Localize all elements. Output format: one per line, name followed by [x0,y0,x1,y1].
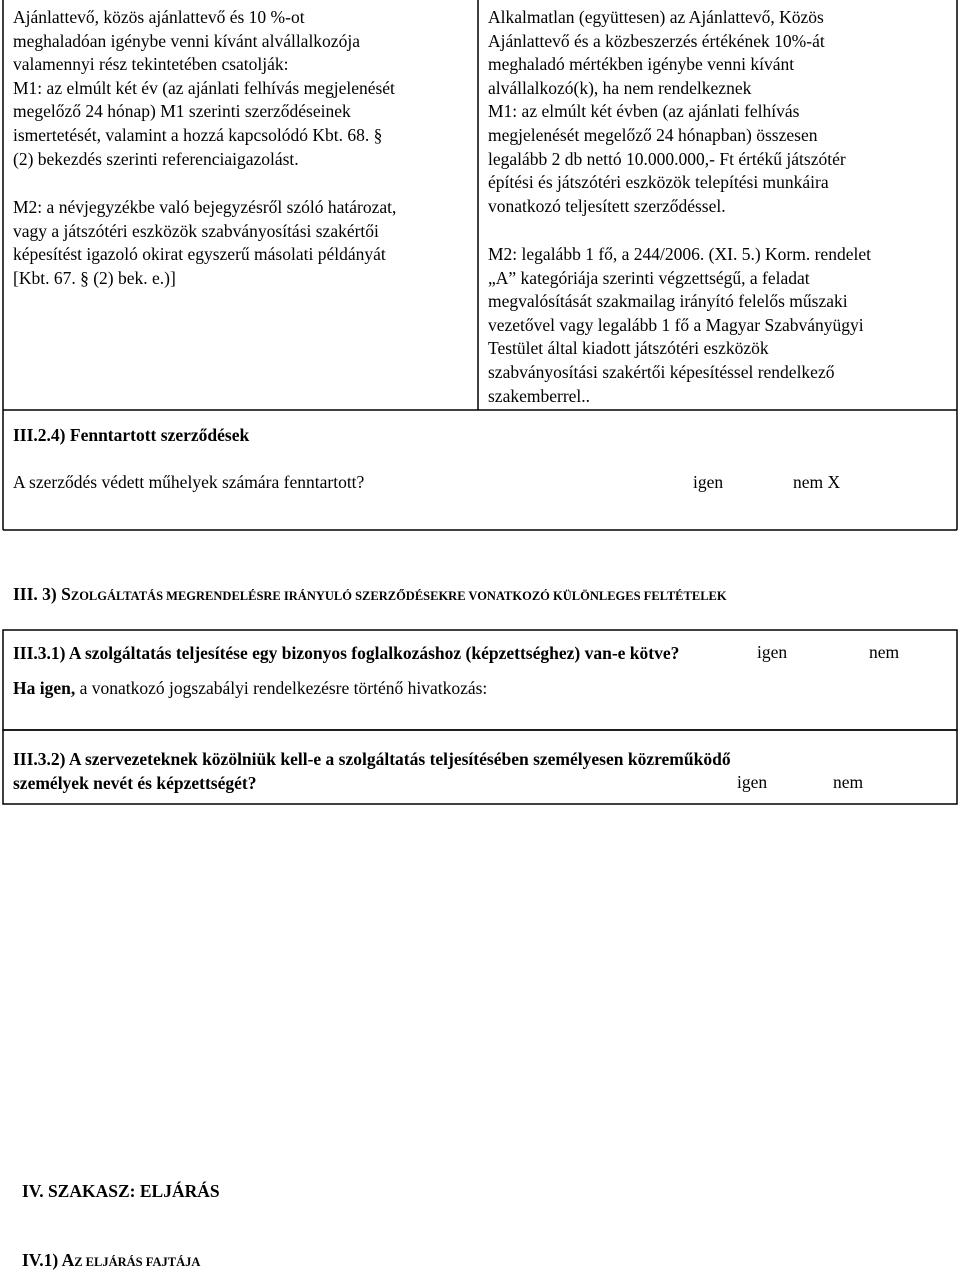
section-3-2-4-heading: III.2.4) Fenntartott szerződések [13,425,250,445]
section-3-3-2-question-line1: III.3.2) A szervezeteknek közölniük kell-e a szolgáltatás teljesítésében személyesen közreműködő [13,749,731,769]
text-line: meghaladó mértékben igénybe venni kívánt [488,54,795,75]
section-number: III. 3) [13,584,62,604]
legal-reference-line [13,677,487,701]
text-line: legalább 2 db nettó 10.000.000,- Ft értékű játszótér [488,148,846,169]
legal-reference-lead: Ha igen, [13,678,76,698]
section-number: IV.1) [22,1250,62,1270]
heading-rest: ZOLGÁLTATÁS MEGRENDELÉSRE IRÁNYULÓ SZERZŐDÉSEKRE VONATKOZÓ KÜLÖNLEGES FELTÉTELEK [70,589,727,603]
left-col-para1 [13,6,469,171]
text-line: alvállalkozó(k), ha nem rendelkeznek [488,77,752,98]
section-4-heading: IV. SZAKASZ: ELJÁRÁS [22,1181,220,1201]
text-line: vonatkozó teljesített szerződéssel. [488,195,726,216]
section-3-3-2-question-line2: személyek nevét és képzettségét? [13,773,257,793]
text-line: M1: az elmúlt két év (az ajánlati felhívás megjelenését [13,77,395,98]
text-line: Testület által kiadott játszótéri eszközök [488,338,769,359]
text-line: M2: a névjegyzékbe való bejegyzésről szóló határozat, [13,197,397,217]
text-line: (2) bekezdés szerinti referenciaigazolást. [13,148,299,169]
text-line: vezetővel vagy legalább 1 fő a Magyar Szabványügyi [488,314,864,335]
text-line: építési és játszótéri eszközök telepítési munkáira [488,172,829,193]
right-col-para1 [488,6,950,218]
text-line: megjelenését megelőző 24 hónapban) összesen [488,124,818,145]
text-line: megelőző 24 hónap) M1 szerinti szerződéseinek [13,101,351,122]
section-3-3-1-question: III.3.1) A szolgáltatás teljesítése egy bizonyos foglalkozáshoz (képzettséghez) van-e kötve? [13,643,680,663]
text-line: [Kbt. 67. § (2) bek. e.)] [13,267,176,288]
reserved-contract-question: A szerződés védett műhelyek számára fenntartott? [13,472,365,492]
text-line: szakemberrel.. [488,385,591,406]
text-line: megvalósítását szakmailag irányító felelős műszaki [488,291,848,312]
text-line: Ajánlattevő és a közbeszerzés értékének 10%-át [488,30,825,51]
text-line: Ajánlattevő, közös ajánlattevő és 10 %-ot [13,7,305,27]
heading-rest: Z ELJÁRÁS FAJTÁJA [74,1255,201,1269]
staff-names-yes-option[interactable]: igen [737,772,768,792]
left-col-para2 [13,196,469,290]
text-line: valamennyi rész tekintetében csatolják: [13,54,289,75]
profession-yes-option[interactable]: igen [757,642,788,662]
staff-names-no-option[interactable]: nem [833,772,864,792]
reserved-yes-option[interactable]: igen [693,472,724,492]
text-line: ismertetését, valamint a hozzá kapcsolódó Kbt. 68. § [13,124,383,145]
reserved-no-option[interactable]: nem X [793,472,841,492]
text-line: vagy a játszótéri eszközök szabványosítási szakértői [13,220,379,241]
text-line: szabványosítási szakértői képesítéssel rendelkező [488,361,835,382]
text-line: meghaladóan igénybe venni kívánt alvállalkozója [13,30,360,51]
heading-initial: S [61,584,71,604]
section-4-1-heading [22,1249,200,1273]
text-line: képesítést igazoló okirat egyszerű másolati példányát [13,244,386,265]
text-line: M2: legalább 1 fő, a 244/2006. (XI. 5.) Korm. rendelet [488,244,871,264]
text-line: Alkalmatlan (együttesen) az Ajánlattevő, Közös [488,7,824,27]
profession-no-option[interactable]: nem [869,642,900,662]
text-line: M1: az elmúlt két évben (az ajánlati felhívás [488,101,800,122]
heading-initial: A [61,1250,75,1270]
right-col-para2 [488,243,950,408]
legal-reference-text: a vonatkozó jogszabályi rendelkezésre történő hivatkozás: [75,678,488,698]
section-3-3-heading [13,583,727,607]
text-line: „A” kategóriája szerinti végzettségű, a feladat [488,267,810,288]
